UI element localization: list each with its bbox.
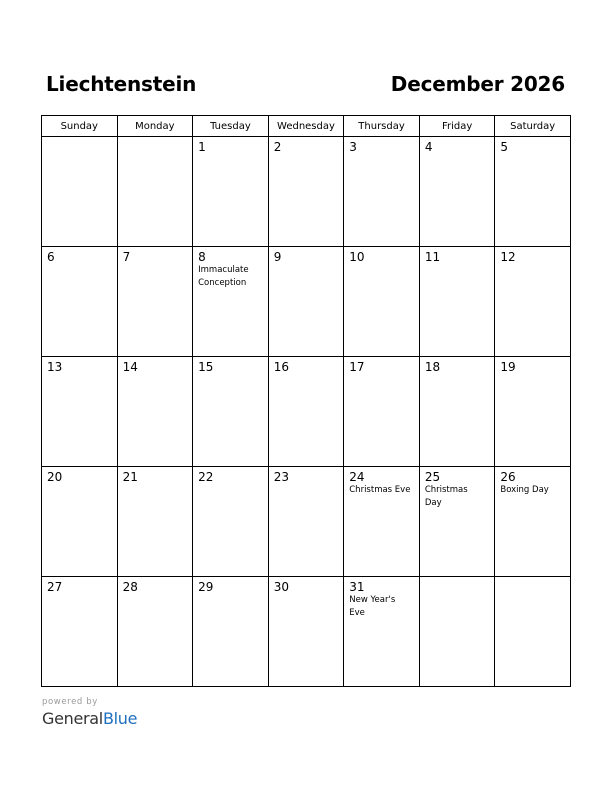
day-number: 31 <box>349 580 365 594</box>
week-row <box>42 467 571 577</box>
holiday-label-line: Conception <box>198 278 247 288</box>
weekday-header-tuesday: Tuesday <box>193 116 269 137</box>
day-cell <box>419 357 495 467</box>
day-cell <box>344 247 420 357</box>
day-cell <box>495 247 571 357</box>
day-number: 3 <box>349 140 357 154</box>
day-cell <box>193 357 269 467</box>
calendar-grid <box>41 115 571 687</box>
day-number: 21 <box>122 470 138 484</box>
holiday-label-line: Day <box>424 498 442 508</box>
holiday-label-line: Christmas <box>424 485 468 495</box>
day-number: 11 <box>424 250 441 264</box>
holiday-label-line: Immaculate <box>198 265 249 275</box>
day-cell <box>117 577 193 687</box>
weekday-header-wednesday: Wednesday <box>268 116 344 137</box>
day-cell-empty <box>495 577 571 687</box>
generalblue-logo <box>42 709 137 729</box>
day-number: 25 <box>424 470 441 484</box>
day-cell <box>268 247 344 357</box>
month-year-title: December 2026 <box>390 72 565 96</box>
powered-by-text: powered by <box>42 697 98 707</box>
day-number: 30 <box>273 580 289 594</box>
footer-branding <box>42 697 137 729</box>
week-row <box>42 577 571 687</box>
day-cell <box>193 247 269 357</box>
week-row <box>42 357 571 467</box>
day-cell <box>344 467 420 577</box>
day-number: 1 <box>198 140 206 154</box>
day-number: 17 <box>349 360 365 374</box>
day-cell <box>193 467 269 577</box>
day-number: 26 <box>500 470 516 484</box>
day-cell-empty <box>117 137 193 247</box>
day-cell <box>42 247 118 357</box>
day-cell-empty <box>42 137 118 247</box>
day-cell <box>344 577 420 687</box>
day-number: 20 <box>47 470 63 484</box>
day-cell <box>42 577 118 687</box>
day-number: 8 <box>198 250 206 264</box>
holiday-label-line: Boxing Day <box>500 485 549 495</box>
week-row <box>42 137 571 247</box>
holiday-label-line: Christmas Eve <box>349 485 411 495</box>
day-cell <box>268 137 344 247</box>
weekday-header-thursday: Thursday <box>344 116 420 137</box>
day-number: 12 <box>500 250 516 264</box>
day-number: 24 <box>349 470 365 484</box>
weekday-header-saturday: Saturday <box>495 116 571 137</box>
holiday-label-line: New Year's <box>349 595 396 605</box>
day-number: 18 <box>424 360 441 374</box>
day-number: 4 <box>424 140 433 154</box>
day-cell-empty <box>419 577 495 687</box>
week-row <box>42 247 571 357</box>
day-number: 7 <box>122 250 131 264</box>
day-cell <box>268 467 344 577</box>
weekday-header-sunday: Sunday <box>42 116 118 137</box>
day-cell <box>117 247 193 357</box>
day-cell <box>344 137 420 247</box>
day-number: 27 <box>47 580 63 594</box>
logo-text-general: General <box>42 709 103 728</box>
day-cell <box>193 137 269 247</box>
day-number: 13 <box>47 360 63 374</box>
day-number: 10 <box>349 250 365 264</box>
weekday-header-friday: Friday <box>419 116 495 137</box>
day-number: 22 <box>198 470 214 484</box>
weekday-header-row <box>42 116 571 137</box>
day-number: 16 <box>273 360 289 374</box>
day-number: 29 <box>198 580 214 594</box>
day-cell <box>419 137 495 247</box>
day-number: 23 <box>273 470 289 484</box>
holiday-label-line: Eve <box>349 608 365 618</box>
day-cell <box>117 467 193 577</box>
day-cell <box>495 357 571 467</box>
day-cell <box>419 467 495 577</box>
day-number: 9 <box>273 250 282 264</box>
day-number: 2 <box>273 140 282 154</box>
day-cell <box>495 467 571 577</box>
day-number: 6 <box>47 250 55 264</box>
day-cell <box>495 137 571 247</box>
day-number: 28 <box>122 580 138 594</box>
day-cell <box>42 467 118 577</box>
day-cell <box>419 247 495 357</box>
day-number: 14 <box>122 360 138 374</box>
day-cell <box>268 357 344 467</box>
logo-text-blue: Blue <box>102 709 138 728</box>
day-cell <box>268 577 344 687</box>
day-number: 19 <box>500 360 516 374</box>
day-number: 15 <box>198 360 214 374</box>
day-cell <box>344 357 420 467</box>
country-title: Liechtenstein <box>46 72 197 96</box>
day-number: 5 <box>500 140 509 154</box>
day-cell <box>193 577 269 687</box>
day-cell <box>117 357 193 467</box>
weekday-header-monday: Monday <box>117 116 193 137</box>
day-cell <box>42 357 118 467</box>
